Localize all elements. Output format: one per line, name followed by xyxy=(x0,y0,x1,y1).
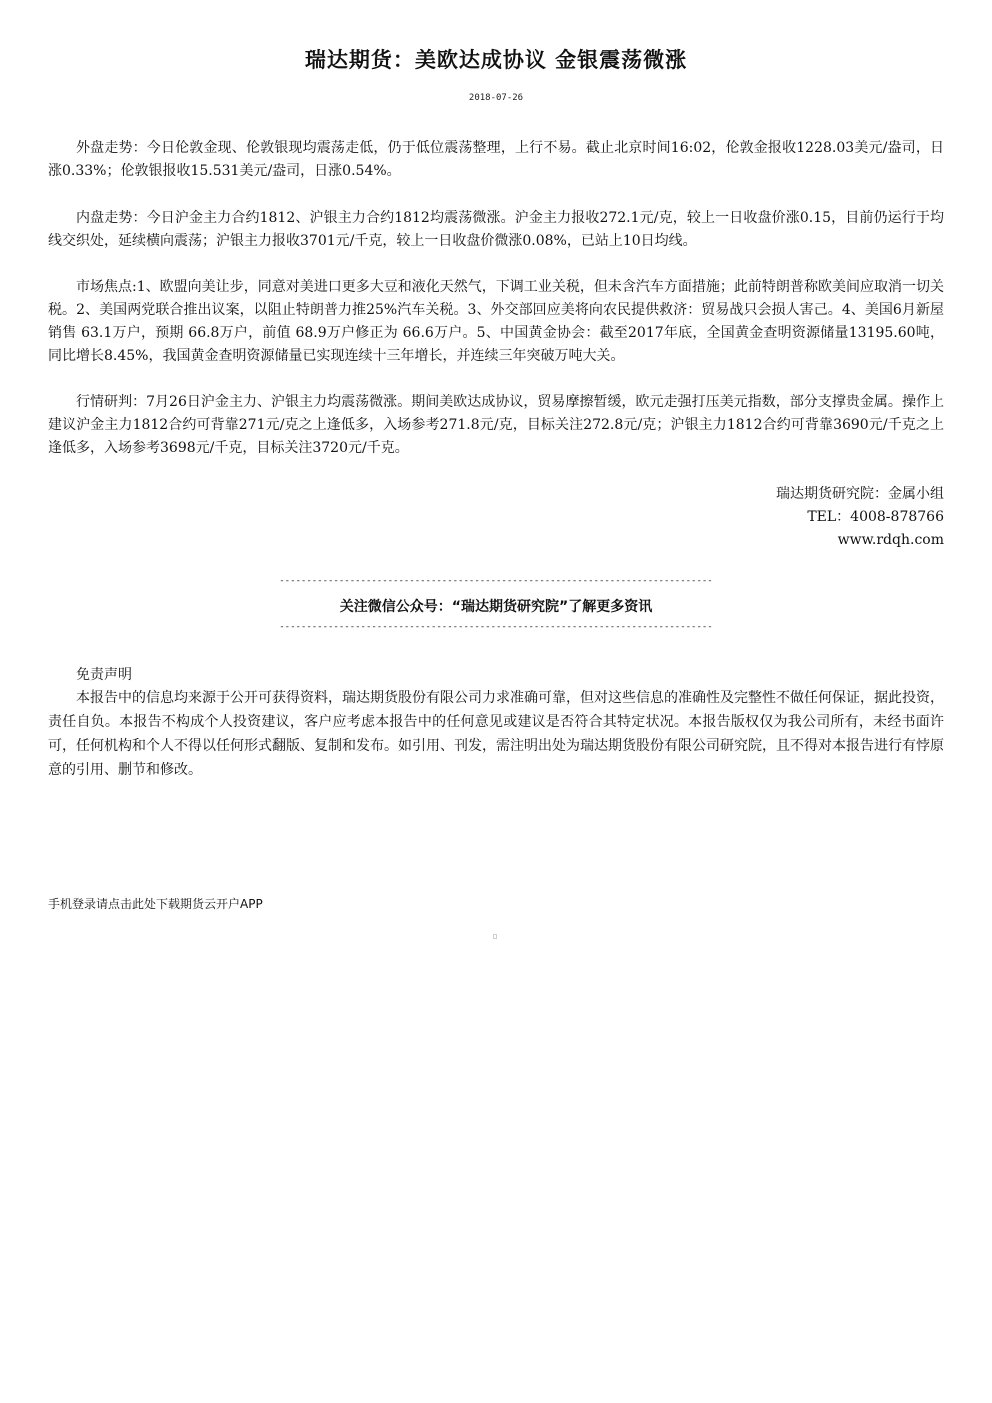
report-title: 瑞达期货：美欧达成协议 金银震荡微涨 xyxy=(304,48,688,72)
download-app-link[interactable]: 手机登录请点击此处下载期货云开户APP xyxy=(48,897,263,911)
divider-bottom: -------------------------------------------------------------------------------- xyxy=(279,622,713,632)
paragraph-overseas-market: 外盘走势：今日伦敦金现、伦敦银现均震荡走低，仍于低位震荡整理，上行不易。截止北京时间16:02，伦敦金报收1228.03美元/盎司，日涨0.33%；伦敦银报收15.531美元/盎司，日涨0.54%。 xyxy=(48,140,944,179)
paragraph-domestic-market: 内盘走势：今日沪金主力合约1812、沪银主力合约1812均震荡微涨。沪金主力报收272.1元/克，较上一日收盘价涨0.15，目前仍运行于均线交织处，延续横向震荡；沪银主力报收3701元/千克，较上一日收盘价微涨0.08%，已站上10日均线。 xyxy=(48,210,944,249)
paragraph-market-focus: 市场焦点:1、欧盟向美让步，同意对美进口更多大豆和液化天然气，下调工业关税，但未含汽车方面措施；此前特朗普称欧美间应取消一切关税。2、美国两党联合推出议案，以阻止特朗普力推25%汽车关税。3、外交部回应美将向农民提供救济：贸易战只会损人害己。4、美国6月新屋销售 63.1万户，预期 66.8万户，前值 68.9万户修正为 66.6万户。5、中国黄金协会：截至2017年底，全国黄金查明资源储量13195.60吨，同比增长8.45%，我国黄金查明资源储量已实现连续十三年增长，并连续三年突破万吨大关。 xyxy=(48,279,944,364)
signature-tel: TEL：4008-878766 xyxy=(807,509,944,525)
disclaimer-title: 免责声明 xyxy=(76,667,132,683)
signature-website: www.rdqh.com xyxy=(837,532,944,548)
wechat-follow-notice: 关注微信公众号：“瑞达期货研究院”了解更多资讯 xyxy=(339,599,653,615)
tracking-pixel-image xyxy=(493,934,497,939)
paragraph-market-analysis: 行情研判：7月26日沪金主力、沪银主力均震荡微涨。期间美欧达成协议，贸易摩擦暂缓，欧元走强打压美元指数，部分支撑贵金属。操作上建议沪金主力1812合约可背靠271元/克之上逢低多，入场参考271.8元/克，目标关注272.8元/克；沪银主力1812合约可背靠3690元/千克之上逢低多，入场参考3698元/千克，目标关注3720元/千克。 xyxy=(48,394,944,456)
report-date: 2018-07-26 xyxy=(468,93,524,103)
divider-top: -------------------------------------------------------------------------------- xyxy=(279,576,713,586)
disclaimer-text: 本报告中的信息均来源于公开可获得资料，瑞达期货股份有限公司力求准确可靠，但对这些信息的准确性及完整性不做任何保证，据此投资，责任自负。本报告不构成个人投资建议，客户应考虑本报告中的任何意见或建议是否符合其特定状况。本报告版权仅为我公司所有，未经书面许可，任何机构和个人不得以任何形式翻版、复制和发布。如引用、刊发，需注明出处为瑞达期货股份有限公司研究院，且不得对本报告进行有悖原意的引用、删节和修改。 xyxy=(48,690,944,778)
signature-org: 瑞达期货研究院：金属小组 xyxy=(776,486,944,502)
